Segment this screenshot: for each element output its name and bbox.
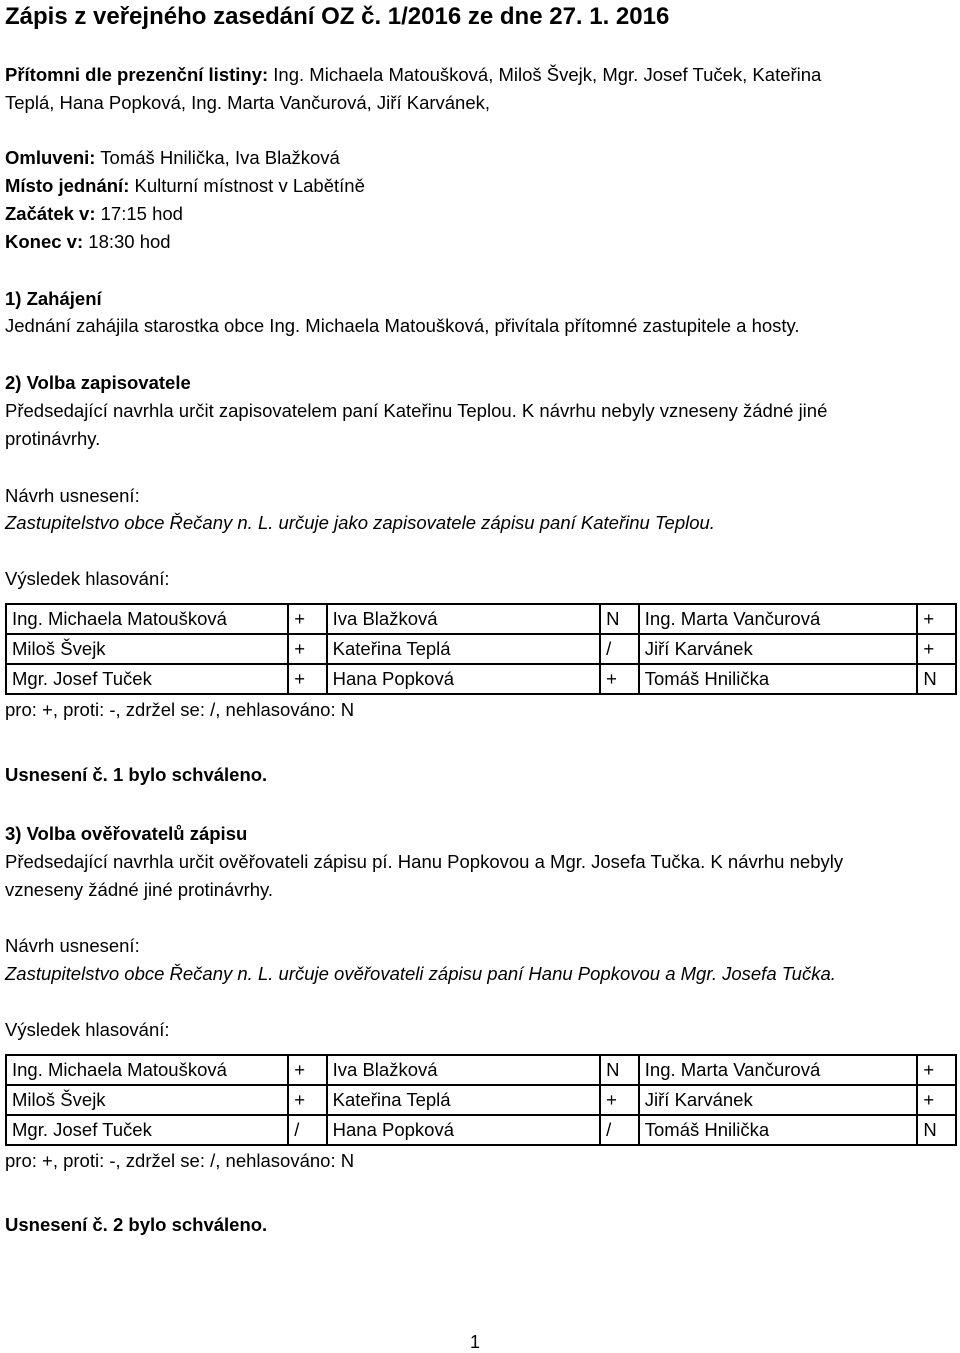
vote-value: N [600,604,639,634]
start-value: 17:15 hod [100,203,183,224]
excused-value: Tomáš Hnilička, Iva Blažková [100,147,340,168]
voter-name: Tomáš Hnilička [639,664,918,694]
vote-value: + [288,1085,326,1115]
table-row [6,1055,956,1085]
section-1-text: Jednání zahájila starostka obce Ing. Michaela Matoušková, přivítala přítomné zastupitele a hosty. [5,315,800,336]
vote-value: + [600,1085,639,1115]
section-2-proposal-label: Návrh usnesení: [5,485,140,506]
place-value: Kulturní místnost v Labětíně [134,175,365,196]
vote-value: + [288,664,326,694]
vote-value: + [288,634,326,664]
voter-name: Mgr. Josef Tuček [6,664,288,694]
attendance-line-1 [5,62,821,88]
section-2-heading: 2) Volba zapisovatele [5,372,191,393]
vote-value: + [288,1055,326,1085]
table-row [6,634,956,664]
voter-name: Ing. Michaela Matoušková [6,604,288,634]
section-2-text-1: Předsedající navrhla určit zapisovatelem paní Kateřinu Teplou. K návrhu nebyly vzneseny žádné jiné [5,400,828,421]
section-3-proposal-text: Zastupitelstvo obce Řečany n. L. určuje ověřovateli zápisu paní Hanu Popkovou a Mgr. Josefa Tučka. [5,963,836,984]
voter-name: Ing. Michaela Matoušková [6,1055,288,1085]
section-3-text-2: vzneseny žádné jiné protinávrhy. [5,879,274,900]
section-2-text-2: protinávrhy. [5,428,101,449]
table-row [6,1085,956,1115]
place-line [5,173,365,199]
section-2-legend: pro: +, proti: -, zdržel se: /, nehlasováno: N [5,699,355,720]
section-2-proposal-text: Zastupitelstvo obce Řečany n. L. určuje jako zapisovatele zápisu paní Kateřinu Teplou. [5,512,715,533]
vote-value: + [917,604,956,634]
voter-name: Iva Blažková [327,1055,601,1085]
end-value: 18:30 hod [88,231,171,252]
voter-name: Kateřina Teplá [327,1085,601,1115]
voter-name: Jiří Karvánek [639,1085,918,1115]
attendance-line-2: Teplá, Hana Popková, Ing. Marta Vančurová, Jiří Karvánek, [5,92,491,113]
voter-name: Iva Blažková [327,604,601,634]
end-line [5,229,171,255]
vote-value: + [288,604,326,634]
attendance-label: Přítomni dle prezenční listiny: [5,64,269,85]
section-3-text-1: Předsedající navrhla určit ověřovateli zápisu pí. Hanu Popkovou a Mgr. Josefa Tučka. K návrhu nebyly [5,851,844,872]
vote-table-2 [5,1054,957,1146]
page-number: 1 [470,1332,481,1352]
section-2-resolution: Usnesení č. 1 bylo schváleno. [5,764,268,785]
voter-name: Jiří Karvánek [639,634,918,664]
end-label: Konec v: [5,231,84,252]
vote-value: + [917,634,956,664]
section-3-result-label: Výsledek hlasování: [5,1019,170,1040]
start-line [5,201,183,227]
section-3-resolution: Usnesení č. 2 bylo schváleno. [5,1214,268,1235]
voter-name: Ing. Marta Vančurová [639,1055,918,1085]
vote-value: N [917,664,956,694]
table-row [6,604,956,634]
voter-name: Tomáš Hnilička [639,1115,918,1145]
document-title: Zápis z veřejného zasedání OZ č. 1/2016 ze dne 27. 1. 2016 [5,3,670,30]
section-3-proposal-label: Návrh usnesení: [5,935,140,956]
place-label: Místo jednání: [5,175,130,196]
vote-value: N [917,1115,956,1145]
voter-name: Mgr. Josef Tuček [6,1115,288,1145]
vote-value: + [917,1085,956,1115]
vote-value: + [917,1055,956,1085]
vote-value: + [600,664,639,694]
vote-value: / [288,1115,326,1145]
attendance-value-1: Ing. Michaela Matoušková, Miloš Švejk, Mgr. Josef Tuček, Kateřina [273,64,822,85]
voter-name: Ing. Marta Vančurová [639,604,918,634]
table-row [6,1115,956,1145]
excused-label: Omluveni: [5,147,96,168]
start-label: Začátek v: [5,203,96,224]
section-3-heading: 3) Volba ověřovatelů zápisu [5,823,248,844]
vote-value: / [600,1115,639,1145]
voter-name: Miloš Švejk [6,1085,288,1115]
section-2-result-label: Výsledek hlasování: [5,568,170,589]
section-3-legend: pro: +, proti: -, zdržel se: /, nehlasováno: N [5,1150,355,1171]
table-row [6,664,956,694]
vote-table-1 [5,603,957,695]
voter-name: Miloš Švejk [6,634,288,664]
voter-name: Kateřina Teplá [327,634,601,664]
voter-name: Hana Popková [327,1115,601,1145]
section-1-heading: 1) Zahájení [5,288,102,309]
vote-value: N [600,1055,639,1085]
vote-value: / [600,634,639,664]
voter-name: Hana Popková [327,664,601,694]
excused-line [5,145,340,171]
